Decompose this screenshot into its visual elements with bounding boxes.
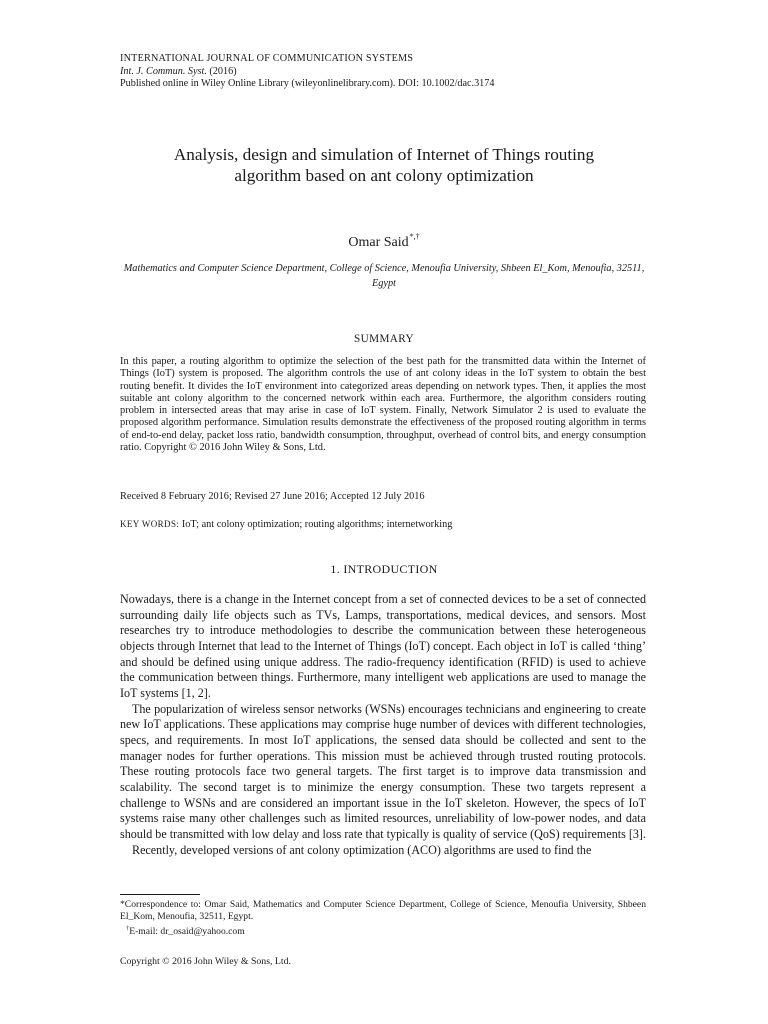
body-paragraph: Recently, developed versions of ant colony optimization (ACO) algorithms are used to find the (132, 842, 592, 857)
author-line (100, 232, 668, 251)
received-dates: Received 8 February 2016; Revised 27 June 2016; Accepted 12 July 2016 (120, 491, 425, 502)
email-mark: † (126, 925, 130, 932)
body-paragraph: Nowadays, there is a change in the Internet concept from a set of connected devices to be a set of connected surrounding daily life objects such as TVs, Lamps, transportations, medical devices, and sensors. Most researches try to introduce methodologies to describe the communication between these heterogeneous objects through Internet that lead to the Internet of Things (IoT) concept. Each object in IoT is called ‘thing’ and should be defined using unique address. The radio-frequency identification (RFID) is used to achieve the communication between things. Furthermore, many intelligent web applications are used to manage the IoT systems [1, 2]. (120, 592, 646, 700)
publication-info: Published online in Wiley Online Library (wileyonlinelibrary.com). DOI: 10.1002/dac.3174 (120, 78, 495, 89)
journal-header (120, 53, 494, 91)
correspondence-footnote (120, 899, 646, 923)
summary-heading: SUMMARY (354, 333, 414, 345)
correspondence-mark: * (120, 899, 125, 910)
journal-citation (120, 66, 494, 79)
paper-title (100, 144, 668, 186)
author-footnote-marks: *,† (409, 232, 420, 241)
author-name: Omar Said (348, 235, 409, 250)
journal-name: INTERNATIONAL JOURNAL OF COMMUNICATION SYSTEMS (120, 53, 414, 64)
keywords-label: KEY WORDS: (120, 519, 180, 529)
citation-journal: Int. J. Commun. Syst. (120, 65, 207, 77)
body-paragraph: The popularization of wireless sensor networks (WSNs) encourages technicians and engineering to create new IoT applications. These applications may comprise huge number of devices with different technologies, specs, and requirements. In most IoT applications, the sensed data should be collected and sent to the manager nodes for further operations. This mission must be achieved through trusted routing protocols. These routing protocols face two general targets. The first target is to improve data transmission and scalability. The second target is to minimize the energy consumption. These two targets represent a challenge to WSNs and are considered an important issue in the IoT skeleton. However, the specs of IoT systems raise many other challenges such as limited resources, unreliability of low-power nodes, and data should be transmitted with low delay and loss rate that typically is quality of service (QoS) requirements [3]. (120, 701, 646, 841)
introduction-heading: 1. INTRODUCTION (330, 562, 438, 576)
citation-year: (2016) (206, 65, 237, 77)
footnote-divider (120, 894, 200, 895)
footnotes (120, 899, 646, 938)
title-line-1: Analysis, design and simulation of Internet of Things routing (173, 145, 595, 164)
email-text: E-mail: dr_osaid@yahoo.com (129, 926, 245, 937)
title-line-2: algorithm based on ant colony optimization (234, 166, 534, 185)
correspondence-text: Correspondence to: Omar Said, Mathematics and Computer Science Department, College of Science, Menoufia University, Shbeen El_Kom, Menoufia, 32511, Egypt. (120, 899, 646, 922)
keywords (120, 519, 452, 530)
abstract-text: In this paper, a routing algorithm to optimize the selection of the best path for the transmitted data within the Internet of Things (IoT) system is proposed. The algorithm controls the use of ant colony ideas in the IoT system to obtain the best routing benefit. It divides the IoT environment into categorized areas depending on network types. Then, it applies the most suitable ant colony algorithm to the concerned network within each area. Furthermore, the algorithm considers routing problem in intersected areas that may arise in case of IoT system. Finally, Network Simulator 2 is used to evaluate the proposed algorithm performance. Simulation results demonstrate the effectiveness of the proposed routing algorithm in terms of end-to-end delay, packet loss ratio, bandwidth consumption, throughput, overhead of control bits, and energy consumption ratio. Copyright © 2016 John Wiley & Sons, Ltd. (120, 356, 646, 453)
copyright-footer: Copyright © 2016 John Wiley & Sons, Ltd. (120, 956, 291, 967)
email-footnote (120, 923, 646, 938)
author-affiliation: Mathematics and Computer Science Department, College of Science, Menoufia University, Shbeen El_Kom, Menoufia, 32511, Egypt (123, 263, 645, 289)
introduction-body (120, 592, 646, 858)
keywords-text: IoT; ant colony optimization; routing algorithms; internetworking (179, 519, 453, 530)
